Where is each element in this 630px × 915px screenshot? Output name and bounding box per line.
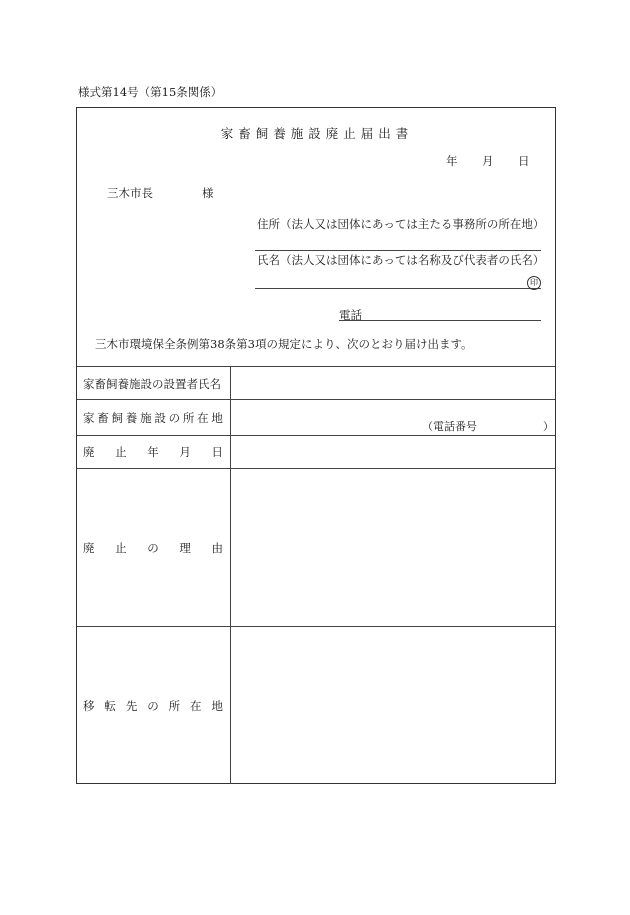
abolition-reason-field[interactable] [231,469,555,626]
label-char: 廃 [83,541,95,555]
form-title: 家畜飼養施設廃止届出書 [220,126,414,141]
statement: 三木市環境保全条例第38条第3項の規定により、次のとおり届け出ます。 [95,337,473,351]
label-char: 止 [115,445,127,459]
label-char: 廃 [83,445,95,459]
addressee: 三木市長 [107,186,153,200]
row-label-owner-name: 家畜飼養施設の設置者氏名 [83,377,221,391]
facility-location-field[interactable] [231,400,555,435]
notification-form [76,107,556,784]
address-label: 住所（法人又は団体にあっては主たる事務所の所在地） [257,217,545,231]
date-day-label: 日 [518,154,530,168]
addressee-suffix: 様 [202,186,214,200]
row-label-abolition-reason [83,540,223,556]
date-month-label: 月 [482,154,494,168]
label-char: 年 [147,445,159,459]
phone-number-note: （電話番号 [422,420,477,433]
label-char: 月 [179,445,191,459]
owner-name-field[interactable] [231,367,555,399]
label-char: の [168,411,181,425]
label-char: 所 [168,699,181,713]
label-char: 飼 [111,411,124,425]
label-char: 家 [83,411,95,425]
label-char: 所 [182,411,195,425]
label-char: の [147,699,159,713]
label-char: の [147,541,159,555]
label-char: 由 [211,541,223,555]
label-char: 畜 [97,411,109,425]
date-year-label: 年 [446,154,458,168]
label-char: 施 [140,411,152,425]
document-label: 様式第14号（第15条関係） [78,85,223,99]
row-label-abolition-date [83,444,223,460]
label-char: 在 [190,699,202,713]
phone-label: 電話 [339,308,362,322]
label-char: 止 [115,541,127,555]
label-char: 転 [104,699,116,713]
address-line[interactable] [255,250,541,251]
relocation-address-field[interactable] [231,627,555,784]
label-char: 在 [197,411,209,425]
label-char: 地 [211,411,223,425]
label-char: 地 [211,699,223,713]
label-char: 移 [83,699,95,713]
phone-number-note-close: ） [543,420,554,433]
label-char: 設 [154,411,166,425]
row-label-relocation-address [83,698,223,714]
name-label: 氏名（法人又は団体にあっては名称及び代表者の氏名） [257,253,545,267]
seal-mark: 印 [527,276,541,290]
phone-line[interactable] [339,320,541,321]
name-line[interactable] [255,288,541,289]
row-label-facility-location [83,410,223,426]
abolition-date-field[interactable] [231,436,555,468]
label-char: 理 [179,541,191,555]
label-char: 先 [125,699,138,713]
label-char: 養 [125,411,138,425]
label-char: 日 [211,445,223,459]
